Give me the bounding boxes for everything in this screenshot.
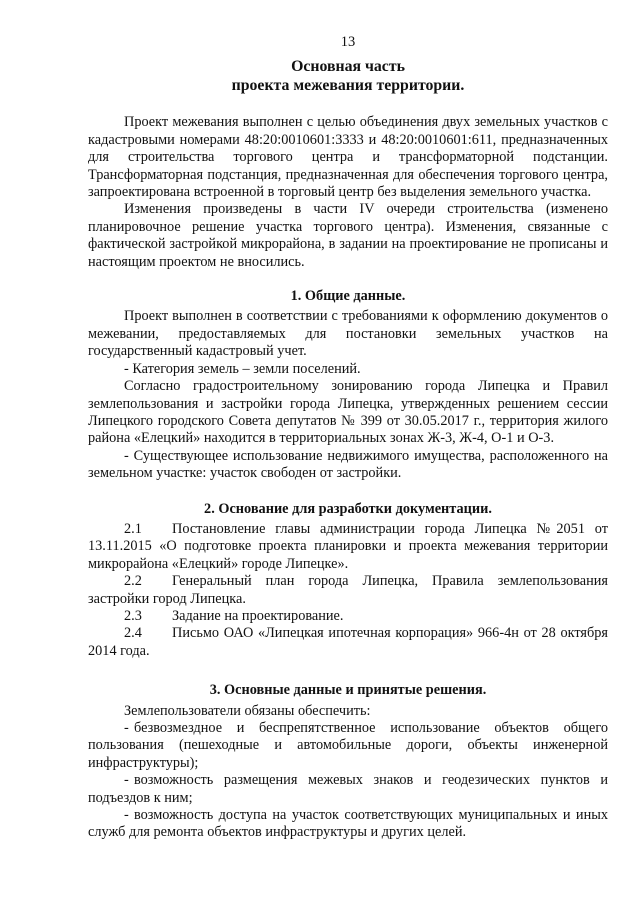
item-text: Письмо ОАО «Липецкая ипотечная корпорация» 966-4н от 28 октября 2014 года.	[88, 625, 608, 659]
item-text: возможность доступа на участок соответствующих муниципальных и иных служб для ремонта объектов инфраструктуры и других целей.	[88, 807, 608, 841]
item-text: Постановление главы администрации города Липецка №2051 от 13.11.2015 «О подготовке проекта планировки и проекта межевания территории микрорайона «Елецкий» городе Липецке».	[88, 520, 608, 572]
item-number: 2.3	[124, 607, 142, 624]
section-2-item	[88, 573, 608, 608]
dash-mark: -	[124, 807, 129, 824]
section-3-lead: Землепользователи обязаны обеспечить:	[124, 702, 371, 719]
dash-mark: -	[124, 772, 129, 789]
section-3-item	[88, 772, 608, 807]
item-text: Генеральный план города Липецка, Правила землепользования застройки город Липецка.	[88, 573, 608, 607]
page-number: 13	[340, 34, 356, 50]
document-page	[88, 34, 608, 842]
item-number: 2.1	[124, 520, 142, 537]
item-text: возможность размещения межевых знаков и геодезических пунктов и подъездов к ним;	[88, 772, 608, 806]
intro-paragraph-1: Проект межевания выполнен с целью объединения двух земельных участков с кадастровыми номерами 48:20:0010601:3333 и 48:20:0010601:611, предназначенных для строительства торгового центра и трансформаторной подстанции. Трансформаторная подстанция, предназначенная для обеспечения торгового центра, запроектирована встроенной в торговый центр без выделения земельного участка.	[88, 114, 608, 201]
section-1-paragraph-2: - Категория земель – земли поселений.	[124, 360, 361, 377]
section-1-title: 1. Общие данные.	[290, 288, 406, 305]
dash-mark: -	[124, 720, 129, 736]
section-1-paragraph-4: - Существующее использование недвижимого имущества, расположенного на земельном участке: участок свободен от застройки.	[88, 447, 608, 482]
section-1-paragraph-1: Проект выполнен в соответствии с требованиями к оформлению документов о межевании, предоставляемых для постановки земельных участков на государственный кадастровый учет.	[88, 308, 608, 360]
section-2-title: 2. Основание для разработки документации.	[204, 500, 492, 517]
item-number: 2.4	[124, 625, 142, 642]
item-text: Задание на проектирование.	[172, 607, 344, 624]
section-1-paragraph-3: Согласно градостроительному зонированию города Липецка и Правил землепользования и застройки города Липецка, утвержденных решением сессии Липецкого городского Совета депутатов № 399 от 30.05.2017 г., территория жилого района «Елецкий» находится в территориальных зонах Ж-3, Ж-4, О-1 и О-3.	[88, 378, 608, 447]
item-text: безвозмездное и беспрепятственное использование объектов общего пользования (пешеходные и автомобильные дороги, объекты инженерной инфраструктуры);	[88, 720, 608, 771]
section-2-item	[88, 521, 608, 573]
document-title	[88, 57, 608, 95]
item-number: 2.2	[124, 573, 142, 590]
section-2-item	[88, 608, 608, 625]
intro-paragraph-2: Изменения произведены в части IV очереди строительства (изменено планировочное решение участка торгового центра). Изменения, связанные с фактической застройкой микрорайона, в задании на проектирование не прописаны и настоящим проектом не вносились.	[88, 201, 608, 270]
section-3-item	[88, 720, 608, 772]
section-2-item	[88, 625, 608, 660]
section-3-title: 3. Основные данные и принятые решения.	[209, 682, 487, 699]
title-line-2: проекта межевания территории.	[231, 77, 465, 95]
title-line-1: Основная часть	[291, 58, 405, 76]
section-3-item	[88, 807, 608, 842]
